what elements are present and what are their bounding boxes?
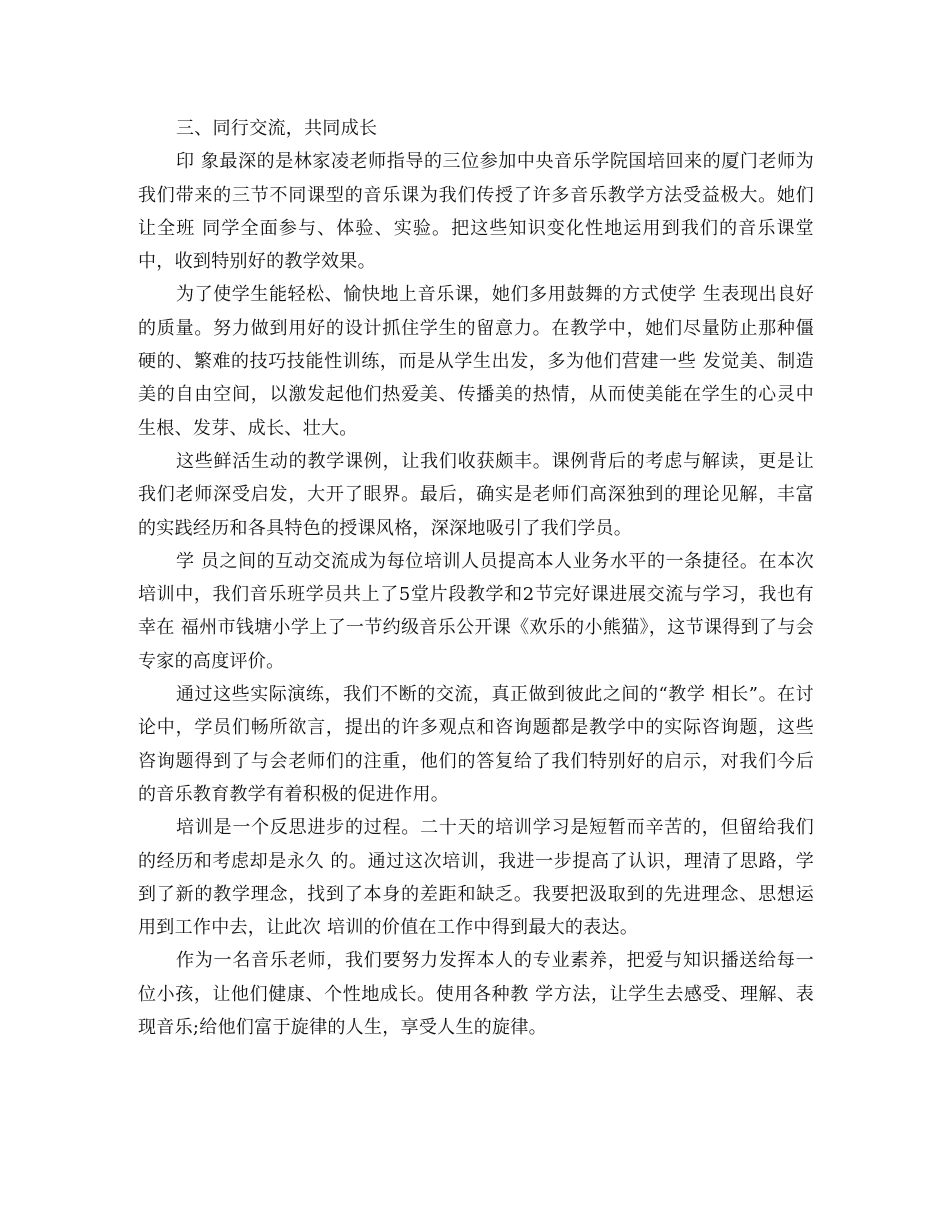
paragraph-7: 作为一名音乐老师，我们要努力发挥本人的专业素养，把爱与知识播送给每一位小孩，让他们健康、个性地成长。使用各种教 学方法，让学生去感受、理解、表现音乐;给他们富于旋律的人生，享受人生的旋律。 (138, 950, 814, 1039)
paragraph-1: 印 象最深的是林家凌老师指导的三位参加中央音乐学院国培回来的厦门老师为我们带来的三节不同课型的音乐课为我们传授了许多音乐教学方法受益极大。她们让全班 同学全面参与、体验、实验。把这些知识变化性地运用到我们的音乐课堂中，收到特别好的教学效果。 (138, 151, 814, 273)
document-page (138, 112, 814, 1044)
paragraph-5: 通过这些实际演练，我们不断的交流，真正做到彼此之间的“教学 相长”。在讨论中，学员们畅所欲言，提出的许多观点和咨询题都是教学中的实际咨询题，这些咨询题得到了与会老师们的注重，他们的答复给了我们特别好的启示，对我们今后的音乐教育教学有着积极的促进作用。 (138, 684, 814, 805)
paragraph-4: 学 员之间的互动交流成为每位培训人员提高本人业务水平的一条捷径。在本次培训中，我们音乐班学员共上了5堂片段教学和2节完好课进展交流与学习，我也有幸在 福州市钱塘小学上了一节约级音乐公开课《欢乐的小熊猫》，这节课得到了与会专家的高度评价。 (138, 550, 814, 672)
paragraph-3: 这些鲜活生动的教学课例，让我们收获颇丰。课例背后的考虑与解读，更是让我们老师深受启发，大开了眼界。最后，确实是老师们高深独到的理论见解，丰富的实践经历和各具特色的授课风格，深深地吸引了我们学员。 (138, 450, 814, 539)
paragraph-2: 为了使学生能轻松、愉快地上音乐课，她们多用鼓舞的方式使学 生表现出良好的质量。努力做到用好的设计抓住学生的留意力。在教学中，她们尽量防止那种僵硬的、繁难的技巧技能性训练，而是从学生出发，多为他们营建一些 发觉美、制造美的自由空间，以激发起他们热爱美、传播美的热情，从而使美能在学生的心灵中生根、发芽、成长、壮大。 (138, 284, 814, 439)
paragraph-6: 培训是一个反思进步的过程。二十天的培训学习是短暂而辛苦的，但留给我们的经历和考虑却是永久 的。通过这次培训，我进一步提高了认识，理清了思路，学到了新的教学理念，找到了本身的差距和缺乏。我要把汲取到的先进理念、思想运用到工作中去，让此次 培训的价值在工作中得到最大的表达。 (138, 817, 814, 939)
section-heading: 三、同行交流，共同成长 (176, 118, 378, 139)
